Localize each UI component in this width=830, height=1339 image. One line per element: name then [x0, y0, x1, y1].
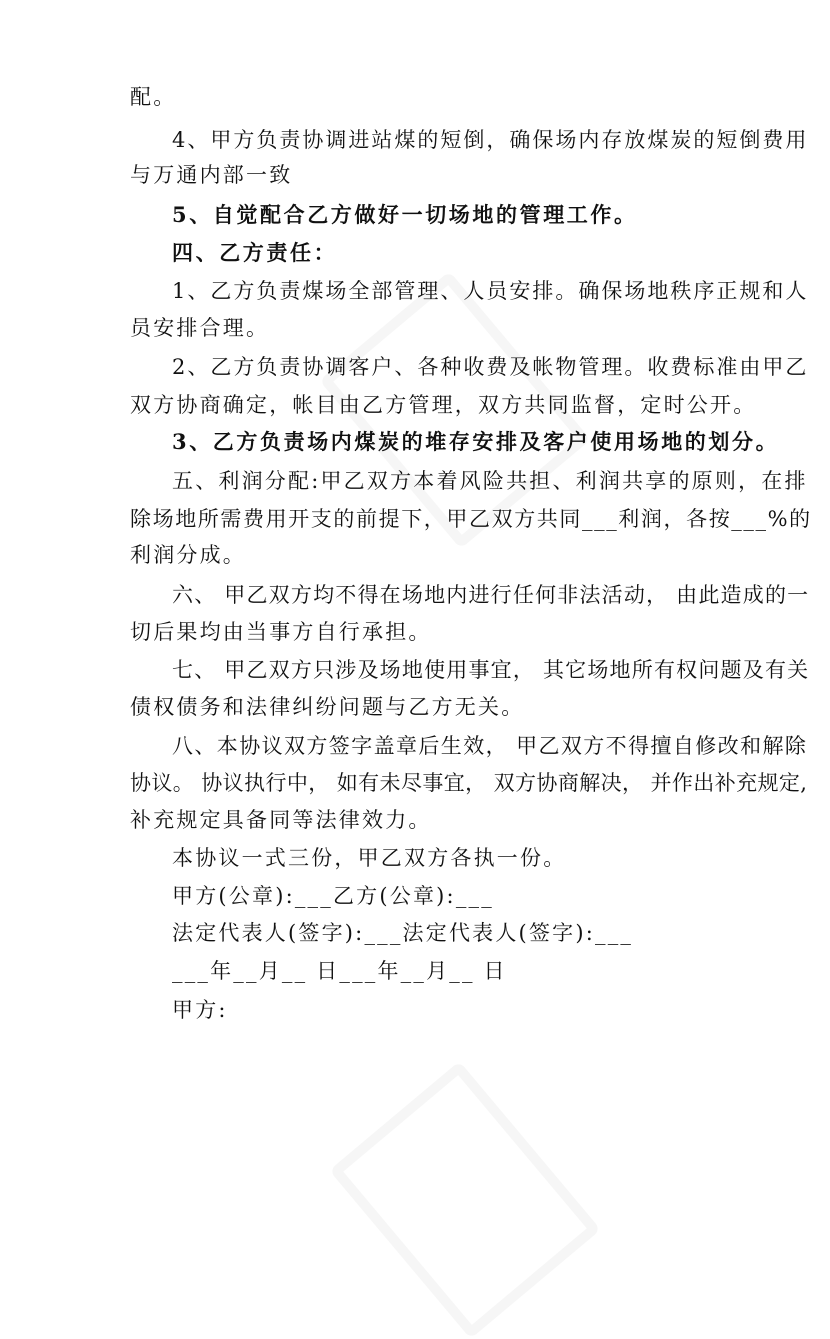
paragraph-line: 切后果均由当事方自行承担。 — [130, 620, 432, 644]
paragraph-line: 本协议一式三份，甲乙双方各执一份。 — [172, 846, 567, 870]
paragraph-line: 利润分成。 — [130, 543, 246, 567]
date-line: ___年__月__ 日___年__月__ 日 — [172, 959, 507, 983]
paragraph-line: 协议。 协议执行中， 如有未尽事宜， 双方协商解决， 并作出补充规定, — [130, 771, 808, 795]
paragraph-line: 与万通内部一致 — [130, 163, 293, 187]
paragraph-line: 除场地所需费用开支的前提下，甲乙双方共同___利润，各按___%的 — [130, 507, 812, 531]
paragraph-line: 3、乙方负责场内煤炭的堆存安排及客户使用场地的划分。 — [172, 429, 780, 454]
paragraph-line: 2、乙方负责协调客户、各种收费及帐物管理。收费标准由甲乙 — [172, 355, 809, 379]
paragraph-line: 七、 甲乙双方只涉及场地使用事宜， 其它场地所有权问题及有关 — [172, 658, 810, 682]
paragraph-line: 双方协商确定，帐目由乙方管理，双方共同监督，定时公开。 — [130, 393, 757, 417]
signature-line: 甲方: — [172, 998, 228, 1022]
paragraph-line: 1、乙方负责煤场全部管理、人员安排。确保场地秩序正规和人 — [172, 279, 809, 303]
paragraph-line: 五、利润分配:甲乙双方本着风险共担、利润共享的原则，在排 — [172, 469, 808, 493]
section-heading: 四、乙方责任： — [172, 240, 338, 265]
paragraph-line: 债权债务和法律纠纷问题与乙方无关。 — [130, 695, 525, 719]
paragraph-line: 员安排合理。 — [130, 316, 270, 340]
paragraph-line: 六、 甲乙双方均不得在场地内进行任何非法活动， 由此造成的一 — [172, 583, 810, 607]
signature-line: 甲方(公章):___乙方(公章):___ — [172, 884, 494, 908]
signature-line: 法定代表人(签字):___法定代表人(签字):___ — [172, 921, 634, 945]
paragraph-line: 4、甲方负责协调进站煤的短倒，确保场内存放煤炭的短倒费用 — [172, 128, 809, 152]
paragraph-line: 5、自觉配合乙方做好一切场地的管理工作。 — [172, 202, 638, 227]
paragraph-line: 八、本协议双方签字盖章后生效， 甲乙双方不得擅自修改和解除 — [172, 734, 808, 758]
paragraph-line: 配。 — [130, 85, 177, 109]
watermark-mark — [329, 1061, 601, 1339]
paragraph-line: 补充规定具备同等法律效力。 — [130, 808, 432, 832]
